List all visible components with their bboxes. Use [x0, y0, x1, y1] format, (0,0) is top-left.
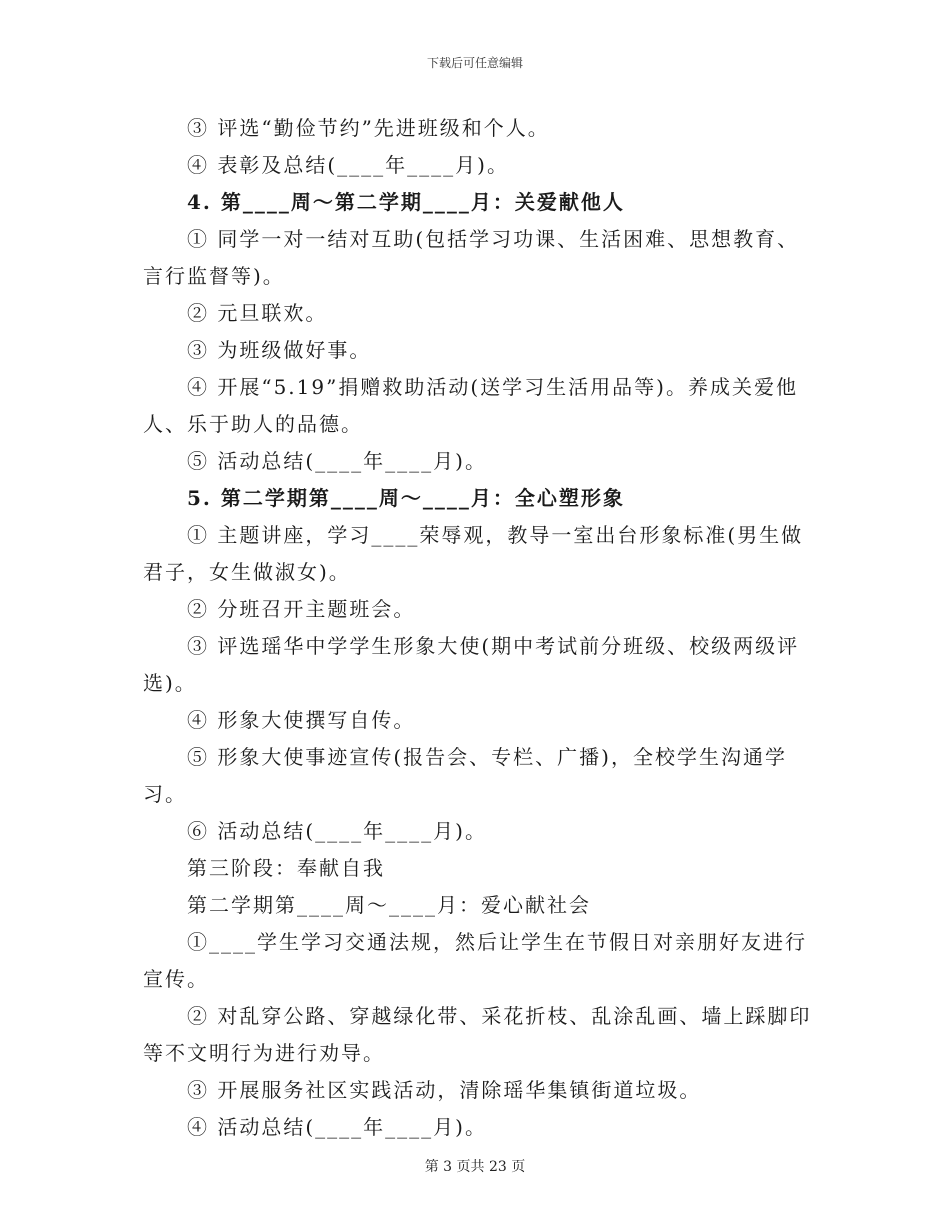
paragraph: ② 对乱穿公路、穿越绿化带、采花折枝、乱涂乱画、墙上踩脚印等不文明行为进行劝导。 [143, 1004, 812, 1065]
paragraph: ① 主题讲座，学习____荣辱观，教导一室出台形象标准(男生做君子，女生做淑女)。 [143, 523, 804, 584]
paragraph: ③ 为班级做好事。 [187, 338, 372, 362]
paragraph: ①____学生学习交通法规，然后让学生在节假日对亲朋好友进行宣传。 [143, 930, 807, 991]
paragraph: ③ 评选瑶华中学学生形象大使(期中考试前分班级、校级两级评选)。 [143, 634, 800, 695]
document-body [143, 110, 815, 1146]
paragraph: ④ 形象大使撰写自传。 [187, 708, 416, 732]
paragraph: ⑤ 活动总结(____年____月)。 [187, 449, 487, 473]
section-heading: 5. 第二学期第____周～____月：全心塑形象 [187, 486, 625, 510]
paragraph: ③ 评选“勤俭节约”先进班级和个人。 [187, 116, 550, 140]
paragraph: ③ 开展服务社区实践活动，清除瑶华集镇街道垃圾。 [187, 1078, 702, 1102]
page-footer: 第 3 页共 23 页 [424, 1159, 526, 1175]
paragraph: ⑤ 形象大使事迹宣传(报告会、专栏、广播)，全校学生沟通学习。 [143, 745, 787, 806]
paragraph: ④ 表彰及总结(____年____月)。 [187, 153, 509, 177]
paragraph: ② 元旦联欢。 [187, 301, 328, 325]
stage-heading: 第三阶段：奉献自我 [187, 856, 385, 880]
paragraph: ④ 开展“5.19”捐赠救助活动(送学习生活用品等)。养成关爱他人、乐于助人的品德。 [143, 375, 798, 436]
paragraph: ⑥ 活动总结(____年____月)。 [187, 819, 487, 843]
page-header: 下载后可任意编辑 [426, 56, 523, 70]
section-heading: 4. 第____周～第二学期____月：关爱献他人 [187, 190, 625, 214]
paragraph: ④ 活动总结(____年____月)。 [187, 1115, 487, 1139]
paragraph: ② 分班召开主题班会。 [187, 597, 416, 621]
section-heading: 第二学期第____周～____月：爱心献社会 [187, 893, 591, 917]
paragraph: ① 同学一对一结对互助(包括学习功课、生活困难、思想教育、言行监督等)。 [143, 227, 800, 288]
